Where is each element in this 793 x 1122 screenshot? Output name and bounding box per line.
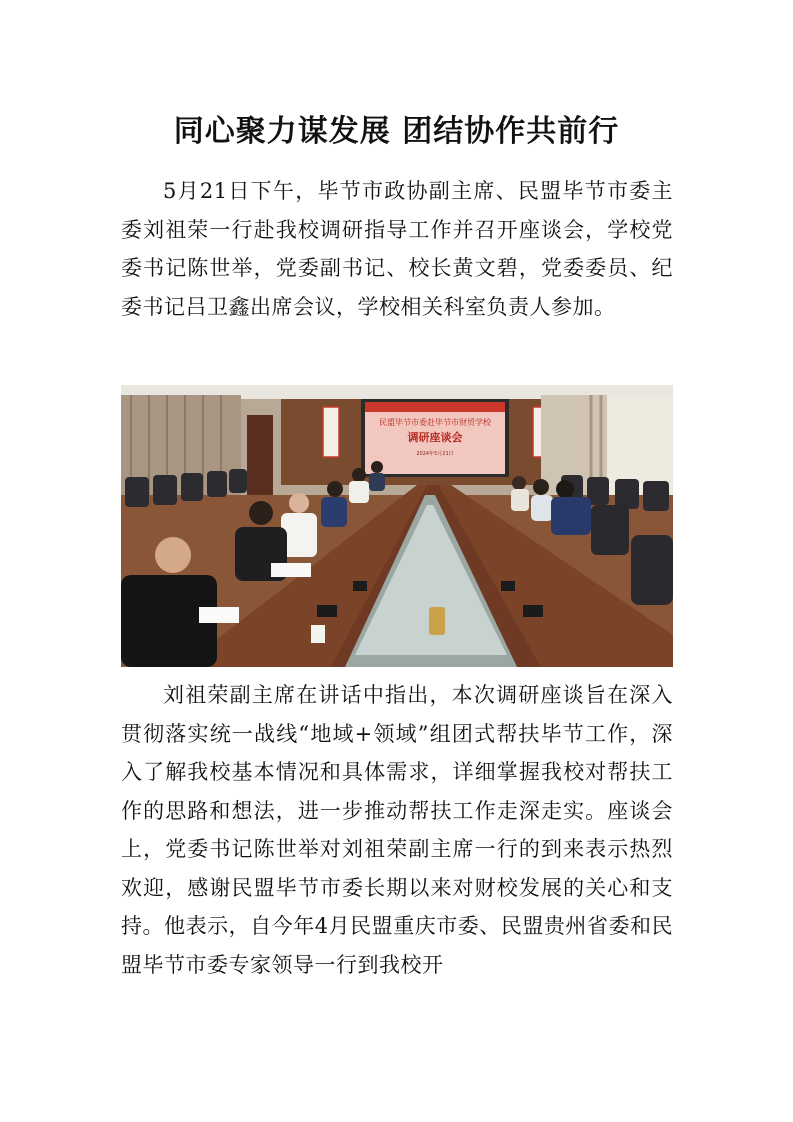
screen-line-2: 调研座谈会 bbox=[407, 431, 463, 444]
paragraph-speech: 刘祖荣副主席在讲话中指出，本次调研座谈旨在深入贯彻落实统一战线“地域+领域”组团式帮扶毕节工作，深入了解我校基本情况和具体需求，详细掌握我校对帮扶工作的思路和想法，进一步推动帮扶工作走深走实。座谈会上，党委书记陈世举对刘祖荣副主席一行的到来表示热烈欢迎，感谢民盟毕节市委长期以来对财校发展的关心和支持。他表示，自今年4月民盟重庆市委、民盟贵州省委和民盟毕节市委专家领导一行到我校开 bbox=[121, 683, 673, 977]
paragraph-intro: 5月21日下午，毕节市政协副主席、民盟毕节市委主委刘祖荣一行赴我校调研指导工作并召开座谈会，学校党委书记陈世举，党委副书记、校长黄文碧，党委委员、纪委书记吕卫鑫出席会议，学校相关科室负责人参加。 bbox=[121, 179, 673, 319]
screen-line-1: 民盟毕节市委赴毕节市财贸学校 bbox=[379, 418, 491, 427]
screen-date: 2024年5月21日 bbox=[416, 451, 454, 457]
meeting-photo bbox=[121, 385, 673, 667]
article-title: 同心聚力谋发展 团结协作共前行 bbox=[173, 114, 620, 149]
